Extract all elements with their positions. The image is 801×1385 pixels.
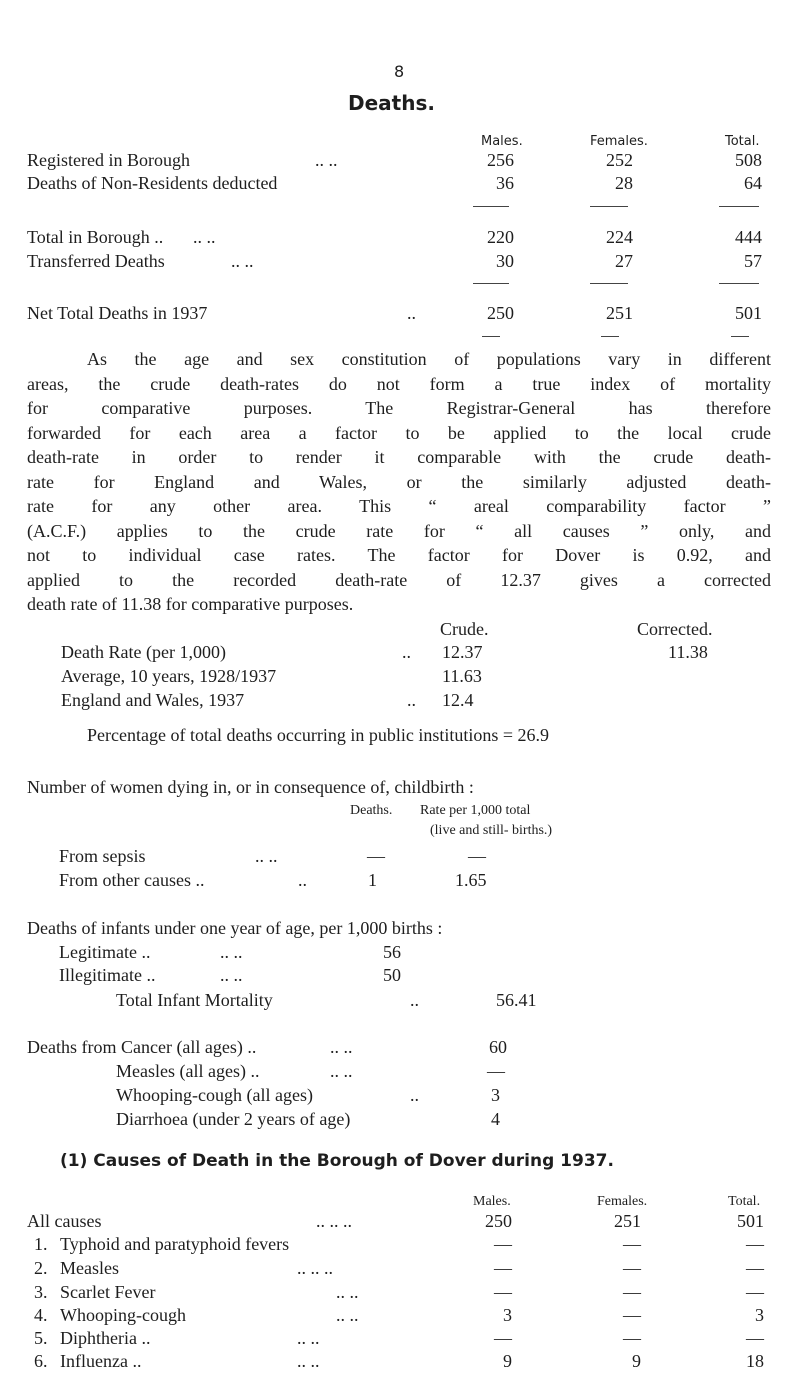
- childbirth-col-deaths: Deaths.: [350, 803, 393, 818]
- disease-row-label: Diarrhoea (under 2 years of age): [116, 1109, 351, 1129]
- disease-row-label: Measles (all ages) ..: [116, 1061, 260, 1081]
- infants-total-leaders: ..: [410, 990, 419, 1010]
- paragraph-line: rate for England and Wales, or the similarly adjusted death-: [27, 471, 771, 492]
- causes-row-females: 251: [614, 1211, 641, 1231]
- rates-row-crude: 12.4: [442, 690, 474, 710]
- causes-col-males: Males.: [473, 1194, 511, 1209]
- causes-col-total: Total.: [728, 1194, 761, 1209]
- disease-row-label: Deaths from Cancer (all ages) ..: [27, 1037, 257, 1057]
- causes-row-label: Diphtheria ..: [60, 1328, 151, 1348]
- causes-row-males: —: [494, 1328, 512, 1348]
- causes-row-number: 4.: [34, 1305, 48, 1325]
- childbirth-row-rate: —: [468, 846, 486, 866]
- subtotal-rule: [590, 283, 628, 284]
- acf-paragraph: [27, 347, 771, 617]
- deaths-row-males: 36: [496, 173, 514, 193]
- causes-row-females: —: [623, 1258, 641, 1278]
- disease-row-leaders: .. ..: [330, 1061, 353, 1081]
- infants-total-label: Total Infant Mortality: [116, 990, 273, 1010]
- causes-row-females: —: [623, 1328, 641, 1348]
- deaths-row-females: 224: [606, 227, 633, 247]
- page-number: 8: [394, 62, 405, 81]
- paragraph-line: death-rate in order to render it comparable with the crude death-: [27, 447, 771, 467]
- deaths-row-females: 252: [606, 150, 633, 170]
- causes-row-females: 9: [632, 1351, 641, 1371]
- rates-row-label: Average, 10 years, 1928/1937: [61, 666, 277, 686]
- causes-row-label: All causes: [27, 1211, 102, 1231]
- causes-row-number: 2.: [34, 1258, 48, 1278]
- causes-row-total: —: [746, 1282, 764, 1302]
- paragraph-line: forwarded for each area a factor to be applied to the local crude: [27, 422, 771, 443]
- childbirth-row-rate: 1.65: [455, 870, 487, 890]
- infants-row-label: Illegitimate ..: [59, 965, 156, 985]
- subtotal-rule: [719, 283, 759, 284]
- causes-row-number: 1.: [34, 1234, 48, 1254]
- childbirth-row-leaders: ..: [298, 870, 307, 890]
- paragraph-line: applied to the recorded death-rate of 12.37 gives a corrected: [27, 569, 771, 590]
- deaths-col-total: Total.: [725, 134, 760, 149]
- rates-row-crude: 12.37: [442, 642, 483, 662]
- deaths-row-label: Registered in Borough: [27, 150, 190, 170]
- total-rule: [731, 336, 749, 337]
- paragraph-line: As the age and sex constitution of populations vary in different: [87, 349, 771, 369]
- causes-row-males: —: [494, 1234, 512, 1254]
- disease-row-value: 4: [491, 1109, 500, 1129]
- subtotal-rule: [473, 283, 509, 284]
- paragraph-line: rate for any other area. This “ areal comparability factor ”: [27, 496, 771, 516]
- disease-row-label: Whooping-cough (all ages): [116, 1085, 313, 1105]
- rates-row-label: England and Wales, 1937: [61, 690, 245, 710]
- deaths-row-total: 501: [735, 303, 762, 323]
- childbirth-row-deaths: —: [367, 846, 385, 866]
- deaths-row-label: Total in Borough ..: [27, 227, 164, 247]
- public-institutions-line: Percentage of total deaths occurring in public institutions = 26.9: [87, 725, 550, 745]
- causes-row-leaders: .. ..: [297, 1351, 320, 1371]
- causes-row-label: Scarlet Fever: [60, 1282, 156, 1302]
- causes-row-females: —: [623, 1305, 641, 1325]
- causes-row-leaders: .. ..: [297, 1328, 320, 1348]
- infants-row-value: 50: [383, 965, 401, 985]
- causes-row-total: —: [746, 1258, 764, 1278]
- deaths-row-total: 64: [744, 173, 762, 193]
- causes-row-leaders: .. ..: [336, 1282, 359, 1302]
- disease-row-leaders: .. ..: [330, 1037, 353, 1057]
- childbirth-col-rate: Rate per 1,000 total: [420, 803, 531, 818]
- causes-row-number: 6.: [34, 1351, 48, 1371]
- rates-col-corrected: Corrected.: [637, 619, 713, 639]
- causes-row-label: Whooping-cough: [60, 1305, 186, 1325]
- paragraph-line: death rate of 11.38 for comparative purposes.: [27, 594, 354, 614]
- causes-row-label: Measles: [60, 1258, 119, 1278]
- deaths-row-total: 57: [744, 251, 762, 271]
- deaths-row-label: Net Total Deaths in 1937: [27, 303, 208, 323]
- disease-row-value: 3: [491, 1085, 500, 1105]
- infants-row-label: Legitimate ..: [59, 942, 151, 962]
- rates-row-leaders: ..: [402, 642, 411, 662]
- causes-row-leaders: .. .. ..: [297, 1258, 333, 1278]
- rates-row-leaders: ..: [407, 690, 416, 710]
- deaths-row-leaders: .. ..: [231, 251, 254, 271]
- causes-row-males: —: [494, 1282, 512, 1302]
- infants-title: Deaths of infants under one year of age, per 1,000 births :: [27, 918, 443, 938]
- infants-row-leaders: .. ..: [220, 965, 243, 985]
- causes-row-leaders: .. ..: [336, 1305, 359, 1325]
- deaths-row-leaders: .. ..: [193, 227, 216, 247]
- causes-row-number: 5.: [34, 1328, 48, 1348]
- deaths-row-males: 220: [487, 227, 514, 247]
- disease-row-value: —: [487, 1061, 505, 1081]
- childbirth-row-label: From sepsis: [59, 846, 146, 866]
- deaths-row-females: 27: [615, 251, 633, 271]
- childbirth-row-deaths: 1: [368, 870, 377, 890]
- deaths-row-females: 251: [606, 303, 633, 323]
- causes-row-total: —: [746, 1328, 764, 1348]
- causes-col-females: Females.: [597, 1194, 648, 1209]
- deaths-title: Deaths.: [348, 91, 435, 115]
- deaths-row-males: 250: [487, 303, 514, 323]
- deaths-row-females: 28: [615, 173, 633, 193]
- deaths-row-label: Transferred Deaths: [27, 251, 165, 271]
- total-rule: [601, 336, 619, 337]
- deaths-row-total: 444: [735, 227, 762, 247]
- causes-row-total: 3: [755, 1305, 764, 1325]
- infants-total-value: 56.41: [496, 990, 537, 1010]
- causes-row-total: —: [746, 1234, 764, 1254]
- disease-row-value: 60: [489, 1037, 507, 1057]
- disease-row-leaders: ..: [410, 1085, 419, 1105]
- infants-row-leaders: .. ..: [220, 942, 243, 962]
- paragraph-line: not to individual case rates. The factor for Dover is 0.92, and: [27, 545, 771, 565]
- deaths-row-males: 256: [487, 150, 514, 170]
- deaths-col-females: Females.: [590, 134, 648, 149]
- subtotal-rule: [590, 206, 628, 207]
- paragraph-line: areas, the crude death-rates do not form a true index of mortality: [27, 373, 771, 394]
- subtotal-rule: [719, 206, 759, 207]
- causes-title: (1) Causes of Death in the Borough of Dover during 1937.: [60, 1151, 614, 1171]
- childbirth-row-leaders: .. ..: [255, 846, 278, 866]
- subtotal-rule: [473, 206, 509, 207]
- childbirth-row-label: From other causes ..: [59, 870, 205, 890]
- deaths-row-leaders: .. ..: [315, 150, 338, 170]
- deaths-row-label: Deaths of Non-Residents deducted: [27, 173, 278, 193]
- causes-row-males: 3: [503, 1305, 512, 1325]
- rates-row-crude: 11.63: [442, 666, 482, 686]
- paragraph-line: for comparative purposes. The Registrar-General has therefore: [27, 398, 771, 418]
- rates-row-label: Death Rate (per 1,000): [61, 642, 226, 662]
- causes-row-females: —: [623, 1282, 641, 1302]
- causes-row-leaders: .. .. ..: [316, 1211, 352, 1231]
- causes-row-total: 18: [746, 1351, 764, 1371]
- rates-col-crude: Crude.: [440, 619, 489, 639]
- causes-row-total: 501: [737, 1211, 764, 1231]
- causes-row-label: Influenza ..: [60, 1351, 142, 1371]
- childbirth-col-rate-note: (live and still- births.): [430, 823, 553, 838]
- causes-row-males: 250: [485, 1211, 512, 1231]
- total-rule: [482, 336, 500, 337]
- deaths-row-males: 30: [496, 251, 514, 271]
- deaths-row-total: 508: [735, 150, 762, 170]
- causes-row-females: —: [623, 1234, 641, 1254]
- causes-row-males: —: [494, 1258, 512, 1278]
- deaths-col-males: Males.: [481, 134, 523, 149]
- causes-row-number: 3.: [34, 1282, 48, 1302]
- infants-row-value: 56: [383, 942, 401, 962]
- deaths-row-leaders: ..: [407, 303, 416, 323]
- causes-row-males: 9: [503, 1351, 512, 1371]
- causes-row-label: Typhoid and paratyphoid fevers: [60, 1234, 290, 1254]
- paragraph-line: (A.C.F.) applies to the crude rate for “ all causes ” only, and: [27, 520, 771, 541]
- childbirth-title: Number of women dying in, or in consequence of, childbirth :: [27, 777, 474, 797]
- rates-row-corrected: 11.38: [668, 642, 708, 662]
